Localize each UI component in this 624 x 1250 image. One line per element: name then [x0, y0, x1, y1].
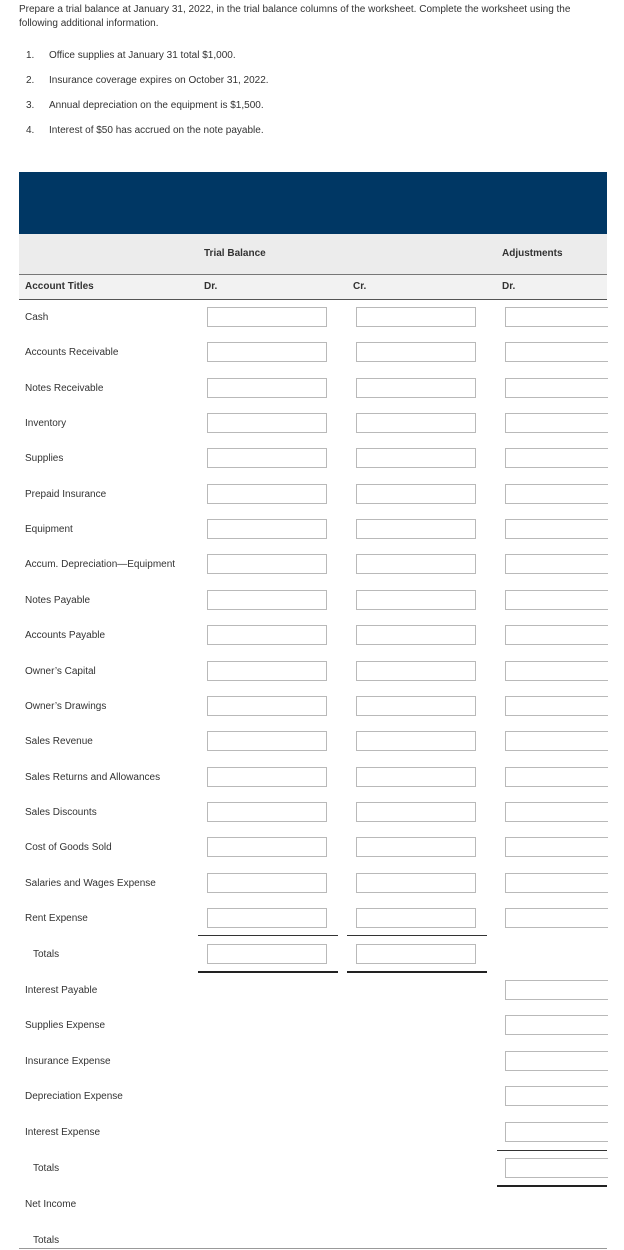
adj-debit-input[interactable] [505, 802, 608, 822]
tb-debit-input[interactable] [207, 378, 327, 398]
adj-debit-input[interactable] [505, 1051, 608, 1071]
adj-debit-input[interactable] [505, 484, 608, 504]
adj-debit-input[interactable] [505, 873, 608, 893]
adjustment-account-title: Insurance Expense [25, 1056, 111, 1067]
final-totals-label: Totals [33, 1235, 60, 1246]
trial-balance-header: Trial Balance [204, 248, 266, 259]
worksheet-banner [19, 172, 607, 234]
adj-debit-total-input[interactable] [505, 1158, 608, 1178]
tb-debit-header: Dr. [204, 281, 218, 292]
account-title: Equipment [25, 524, 73, 535]
account-title: Accum. Depreciation—Equipment [25, 559, 176, 570]
tb-credit-input[interactable] [356, 873, 476, 893]
tb-credit-input[interactable] [356, 484, 476, 504]
adj-debit-input[interactable] [505, 661, 608, 681]
account-title: Rent Expense [25, 913, 88, 924]
account-title: Sales Discounts [25, 807, 97, 818]
account-title: Sales Revenue [25, 736, 93, 747]
account-title: Accounts Payable [25, 630, 106, 641]
account-title: Supplies [25, 453, 64, 464]
tb-credit-input[interactable] [356, 837, 476, 857]
tb-credit-input[interactable] [356, 413, 476, 433]
tb-credit-header: Cr. [353, 281, 367, 292]
tb-credit-input[interactable] [356, 448, 476, 468]
tb-credit-input[interactable] [356, 342, 476, 362]
adj-debit-input[interactable] [505, 1122, 608, 1142]
tb-debit-input[interactable] [207, 837, 327, 857]
tb-credit-input[interactable] [356, 519, 476, 539]
instructions-text: Prepare a trial balance at January 31, 2022, in the trial balance columns of the worksheet. Complete the worksheet using the following additional information. [19, 4, 571, 29]
tb-debit-input[interactable] [207, 590, 327, 610]
adj-debit-input[interactable] [505, 378, 608, 398]
adj-debit-input[interactable] [505, 554, 608, 574]
info-item-number: 2. [26, 75, 35, 86]
tb-debit-input[interactable] [207, 519, 327, 539]
adj-debit-total-bottom-rule [497, 1185, 607, 1187]
adjustments-header: Adjustments [502, 248, 563, 259]
worksheet-bottom-border [19, 1248, 607, 1249]
tb-debit-input[interactable] [207, 413, 327, 433]
account-title: Notes Receivable [25, 383, 104, 394]
info-item-number: 4. [26, 125, 35, 136]
tb-debit-input[interactable] [207, 696, 327, 716]
tb-debit-input[interactable] [207, 873, 327, 893]
tb-debit-input[interactable] [207, 448, 327, 468]
info-item-text: Office supplies at January 31 total $1,000. [49, 50, 236, 61]
adj-debit-input[interactable] [505, 448, 608, 468]
tb-debit-input[interactable] [207, 767, 327, 787]
header-divider [19, 274, 607, 275]
tb-debit-total-top-rule [198, 935, 338, 936]
tb-credit-input[interactable] [356, 802, 476, 822]
adjustment-account-title: Depreciation Expense [25, 1091, 123, 1102]
adj-debit-input[interactable] [505, 1086, 608, 1106]
adj-debit-input[interactable] [505, 307, 608, 327]
tb-debit-input[interactable] [207, 802, 327, 822]
adjustment-account-title: Supplies Expense [25, 1020, 106, 1031]
tb-credit-total-input[interactable] [356, 944, 476, 964]
tb-debit-input[interactable] [207, 342, 327, 362]
account-title: Accounts Receivable [25, 347, 119, 358]
account-title: Owner’s Capital [25, 666, 96, 677]
tb-credit-total-bottom-rule [347, 971, 487, 973]
tb-credit-input[interactable] [356, 590, 476, 610]
info-item-text: Insurance coverage expires on October 31, 2022. [49, 75, 269, 86]
subheader-divider [19, 299, 607, 300]
adjustments-totals-label: Totals [33, 1163, 60, 1174]
adj-debit-input[interactable] [505, 767, 608, 787]
account-title: Cash [25, 312, 49, 323]
adj-debit-input[interactable] [505, 980, 608, 1000]
adj-debit-input[interactable] [505, 519, 608, 539]
adj-debit-header: Dr. [502, 281, 516, 292]
adjustment-account-title: Interest Payable [25, 985, 98, 996]
tb-debit-input[interactable] [207, 554, 327, 574]
tb-credit-input[interactable] [356, 625, 476, 645]
tb-credit-input[interactable] [356, 908, 476, 928]
tb-debit-input[interactable] [207, 625, 327, 645]
tb-debit-input[interactable] [207, 731, 327, 751]
tb-credit-input[interactable] [356, 554, 476, 574]
account-title: Inventory [25, 418, 67, 429]
account-title: Prepaid Insurance [25, 489, 107, 500]
info-item-text: Annual depreciation on the equipment is $1,500. [49, 100, 264, 111]
tb-credit-input[interactable] [356, 307, 476, 327]
adj-debit-total-top-rule [497, 1150, 607, 1151]
worksheet-subheader-band [19, 275, 607, 299]
account-title: Notes Payable [25, 595, 91, 606]
tb-debit-input[interactable] [207, 661, 327, 681]
adj-debit-input[interactable] [505, 590, 608, 610]
tb-debit-total-input[interactable] [207, 944, 327, 964]
account-title: Sales Returns and Allowances [25, 772, 161, 783]
tb-credit-input[interactable] [356, 731, 476, 751]
adj-debit-input[interactable] [505, 696, 608, 716]
adj-debit-input[interactable] [505, 342, 608, 362]
tb-debit-input[interactable] [207, 908, 327, 928]
adj-debit-input[interactable] [505, 625, 608, 645]
tb-debit-input[interactable] [207, 307, 327, 327]
adj-debit-input[interactable] [505, 908, 608, 928]
account-title: Salaries and Wages Expense [25, 878, 156, 889]
adj-debit-input[interactable] [505, 731, 608, 751]
account-titles-header: Account Titles [25, 281, 94, 292]
account-title: Cost of Goods Sold [25, 842, 112, 853]
info-item-number: 3. [26, 100, 35, 111]
tb-debit-input[interactable] [207, 484, 327, 504]
account-title: Owner’s Drawings [25, 701, 107, 712]
net-income-label: Net Income [25, 1199, 77, 1210]
info-item-number: 1. [26, 50, 35, 61]
tb-debit-total-bottom-rule [198, 971, 338, 973]
adj-debit-input[interactable] [505, 1015, 608, 1035]
adjustment-account-title: Interest Expense [25, 1127, 101, 1138]
tb-credit-input[interactable] [356, 696, 476, 716]
trial-balance-totals-label: Totals [33, 949, 60, 960]
tb-credit-input[interactable] [356, 767, 476, 787]
adj-debit-input[interactable] [505, 837, 608, 857]
tb-credit-input[interactable] [356, 378, 476, 398]
tb-credit-total-top-rule [347, 935, 487, 936]
tb-credit-input[interactable] [356, 661, 476, 681]
adj-debit-input[interactable] [505, 413, 608, 433]
info-item-text: Interest of $50 has accrued on the note payable. [49, 125, 264, 136]
